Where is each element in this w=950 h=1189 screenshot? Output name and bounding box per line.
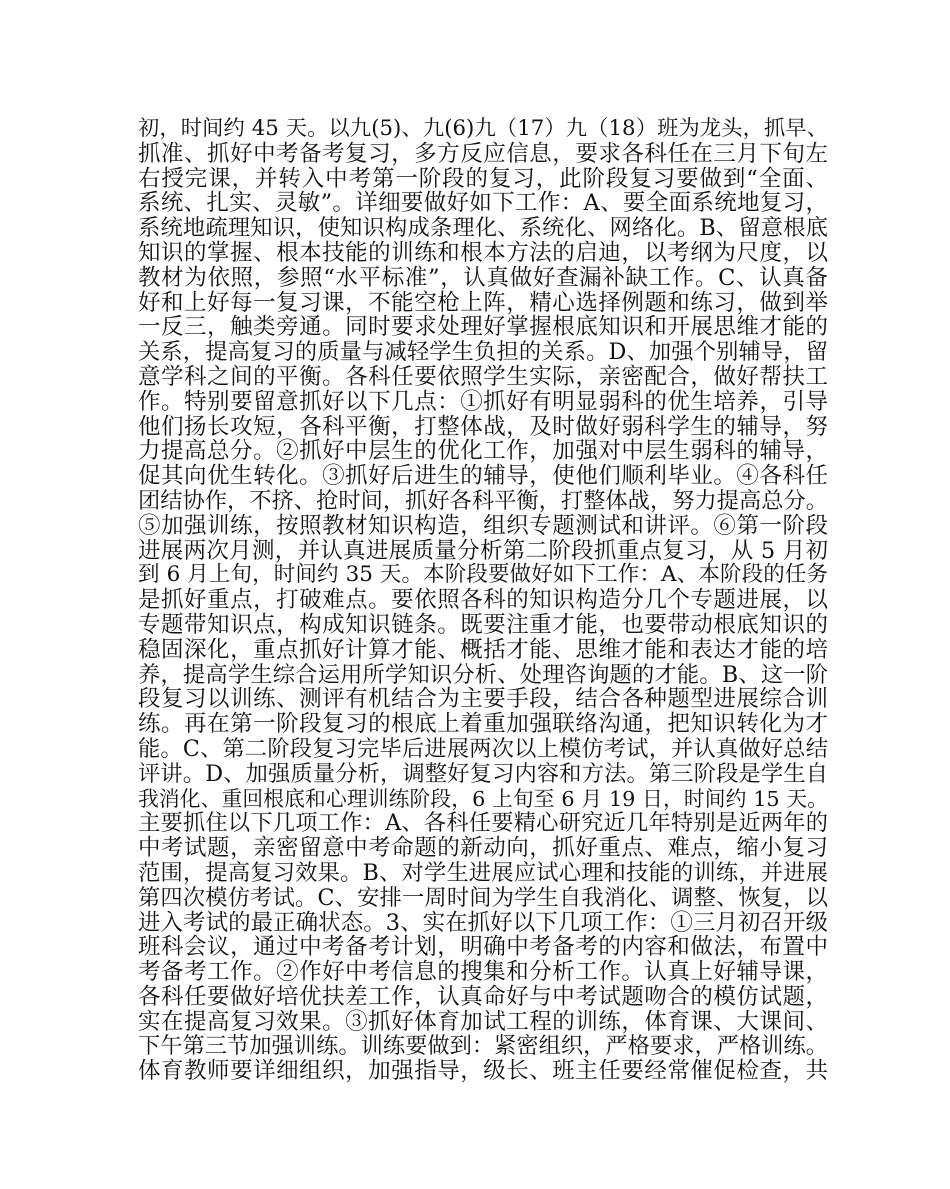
text-line: 第四次模仿考试。C、安排一周时间为学生自我消化、调整、恢复，以 (138, 884, 828, 911)
text-line: 范围，提高复习效果。B、对学生进展应试心理和技能的训练，并进展 (138, 859, 828, 886)
text-line: 右授完课，并转入中考第一阶段的复习，此阶段复习要做到“全面、 (138, 165, 828, 192)
text-line: 各科任要做好培优扶差工作，认真命好与中考试题吻合的模仿试题， (138, 983, 828, 1010)
text-line: 关系，提高复习的质量与减轻学生负担的关系。D、加强个别辅导，留 (138, 339, 828, 366)
text-line: 下午第三节加强训练。训练要做到：紧密组织，严格要求，严格训练。 (138, 1033, 828, 1060)
text-line: 一反三，触类旁通。同时要求处理好掌握根底知识和开展思维才能的 (138, 314, 828, 341)
text-line: 主要抓住以下几项工作：A、各科任要精心研究近几年特别是近两年的 (138, 810, 828, 837)
text-line: 教材为依照，参照“水平标准”，认真做好查漏补缺工作。C、认真备 (138, 264, 828, 291)
text-line: 团结协作，不挤、抢时间，抓好各科平衡，打整体战，努力提高总分。 (138, 487, 828, 514)
text-line: 进入考试的最正确状态。3、实在抓好以下几项工作：①三月初召开级 (138, 909, 828, 936)
text-line: 抓准、抓好中考备考复习，多方反应信息，要求各科任在三月下旬左 (138, 140, 828, 167)
body-text (138, 117, 828, 1084)
text-line: 能。C、第二阶段复习完毕后进展两次以上模仿考试，并认真做好总结 (138, 735, 828, 762)
text-line: 实在提高复习效果。③抓好体育加试工程的训练，体育课、大课间、 (138, 1008, 828, 1035)
text-line: 初，时间约 45 天。以九(5)、九(6)九（17）九（18）班为龙头，抓早、 (138, 116, 828, 141)
text-line: ⑤加强训练，按照教材知识构造，组织专题测试和讲评。⑥第一阶段 (138, 512, 828, 539)
text-line: 他们扬长攻短，各科平衡，打整体战，及时做好弱科学生的辅导，努 (138, 413, 828, 440)
text-line: 评讲。D、加强质量分析，调整好复习内容和方法。第三阶段是学生自 (138, 760, 828, 787)
text-line: 段复习以训练、测评有机结合为主要手段，结合各种题型进展综合训 (138, 686, 828, 713)
text-line: 力提高总分。②抓好中层生的优化工作，加强对中层生弱科的辅导， (138, 438, 828, 465)
text-line: 系统地疏理知识，使知识构成条理化、系统化、网络化。B、留意根底 (138, 215, 828, 242)
text-line: 班科会议，通过中考备考计划，明确中考备考的内容和做法，布置中 (138, 934, 828, 961)
text-line: 中考试题，亲密留意中考命题的新动向，抓好重点、难点，缩小复习 (138, 835, 828, 862)
text-line: 进展两次月测，并认真进展质量分析第二阶段抓重点复习，从 5 月初 (138, 537, 828, 564)
text-line: 养，提高学生综合运用所学知识分析、处理咨询题的才能。B、这一阶 (138, 661, 828, 688)
text-line: 考备考工作。②作好中考信息的搜集和分析工作。认真上好辅导课， (138, 959, 828, 986)
text-line: 好和上好每一复习课，不能空枪上阵，精心选择例题和练习，做到举 (138, 289, 828, 316)
text-line: 我消化、重回根底和心理训练阶段，6 上旬至 6 月 19 日，时间约 15 天。 (138, 786, 828, 811)
text-line: 意学科之间的平衡。各科任要依照学生实际，亲密配合，做好帮扶工 (138, 363, 828, 390)
text-line: 到 6 月上旬，时间约 35 天。本阶段要做好如下工作：A、本阶段的任务 (138, 562, 828, 588)
text-line: 专题带知识点，构成知识链条。既要注重才能，也要带动根底知识的 (138, 611, 828, 638)
text-line: 体育教师要详细组织，加强指导，级长、班主任要经常催促检查，共 (138, 1058, 828, 1085)
text-line: 稳固深化，重点抓好计算才能、概括才能、思维才能和表达才能的培 (138, 636, 828, 663)
text-line: 促其向优生转化。③抓好后进生的辅导，使他们顺利毕业。④各科任 (138, 463, 828, 490)
text-line: 知识的掌握、根本技能的训练和根本方法的启迪，以考纲为尺度，以 (138, 239, 828, 266)
text-line: 作。特别要留意抓好以下几点：①抓好有明显弱科的优生培养，引导 (138, 388, 828, 415)
text-line: 系统、扎实、灵敏”。详细要做好如下工作：A、要全面系统地复习， (138, 190, 828, 217)
text-line: 是抓好重点，打破难点。要依照各科的知识构造分几个专题进展，以 (138, 587, 828, 614)
text-line: 练。再在第一阶段复习的根底上着重加强联络沟通，把知识转化为才 (138, 711, 828, 738)
